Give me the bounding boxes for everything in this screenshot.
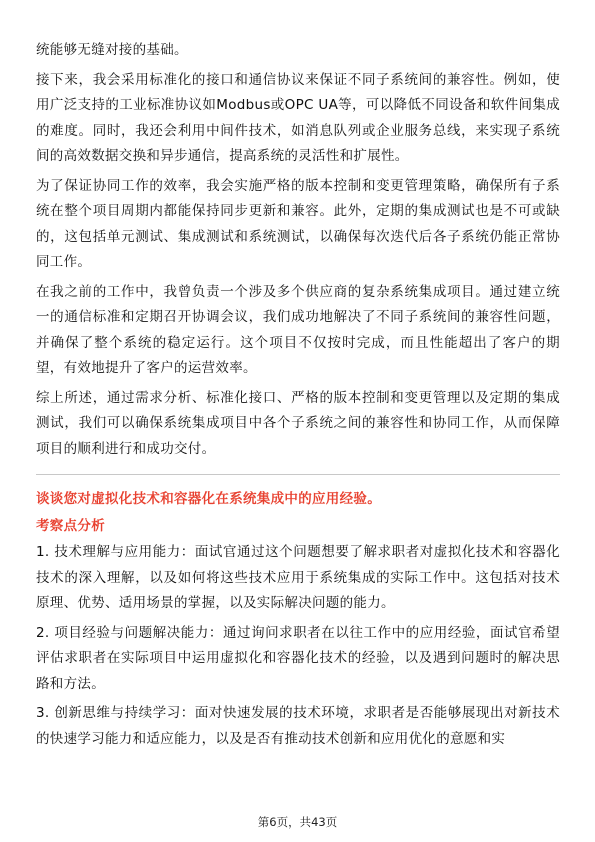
analysis-item: 3. 创新思维与持续学习：面对快速发展的技术环境，求职者是否能够展现出对新技术的快速学习能力和适应能力，以及是否有推动技术创新和应用优化的意愿和实 [36,705,560,747]
analysis-item: 2. 项目经验与问题解决能力：通过询问求职者在以往工作中的应用经验，面试官希望评估求职者在实际项目中运用虚拟化和容器化技术的经验，以及遇到问题时的解决思路和方法。 [36,624,560,692]
paragraph: 为了保证协同工作的效率，我会实施严格的版本控制和变更管理策略，确保所有子系统在整个项目周期内都能保持同步更新和兼容。此外，定期的集成测试也是不可或缺的，这包括单元测试、集成测试和系统测试，以确保每次迭代后各子系统仍能正常协同工作。 [36,177,560,270]
analysis-item: 1. 技术理解与应用能力：面试官通过这个问题想要了解求职者对虚拟化技术和容器化技术的深入理解，以及如何将这些技术应用于系统集成的实际工作中。这包括对技术原理、优势、适用场景的掌握，以及实际解决问题的能力。 [36,544,560,611]
question-heading: 谈谈您对虚拟化技术和容器化在系统集成中的应用经验。 [36,491,381,507]
paragraph: 统能够无缝对接的基础。 [36,42,188,58]
page-number: 第6页，共43页 [257,815,338,829]
paragraph: 接下来，我会采用标准化的接口和通信协议来保证不同子系统间的兼容性。例如，使用广泛支持的工业标准协议如Modbus或OPC UA等，可以降低不同设备和软件间集成的难度。同时，我还会利用中间件技术，如消息队列或企业服务总线，来实现子系统间的高效数据交换和异步通信，提高系统的灵活性和扩展性。 [36,71,560,164]
section-divider [36,474,560,475]
document-body [36,38,560,756]
section-title: 考察点分析 [36,518,105,534]
paragraph: 在我之前的工作中，我曾负责一个涉及多个供应商的复杂系统集成项目。通过建立统一的通信标准和定期召开协调会议，我们成功地解决了不同子系统间的兼容性问题，并确保了整个系统的稳定运行。这个项目不仅按时完成，而且性能超出了客户的期望，有效地提升了客户的运营效率。 [36,283,560,376]
paragraph: 综上所述，通过需求分析、标准化接口、严格的版本控制和变更管理以及定期的集成测试，我们可以确保系统集成项目中各个子系统之间的兼容性和协同工作，从而保障项目的顺利进行和成功交付。 [36,389,560,457]
